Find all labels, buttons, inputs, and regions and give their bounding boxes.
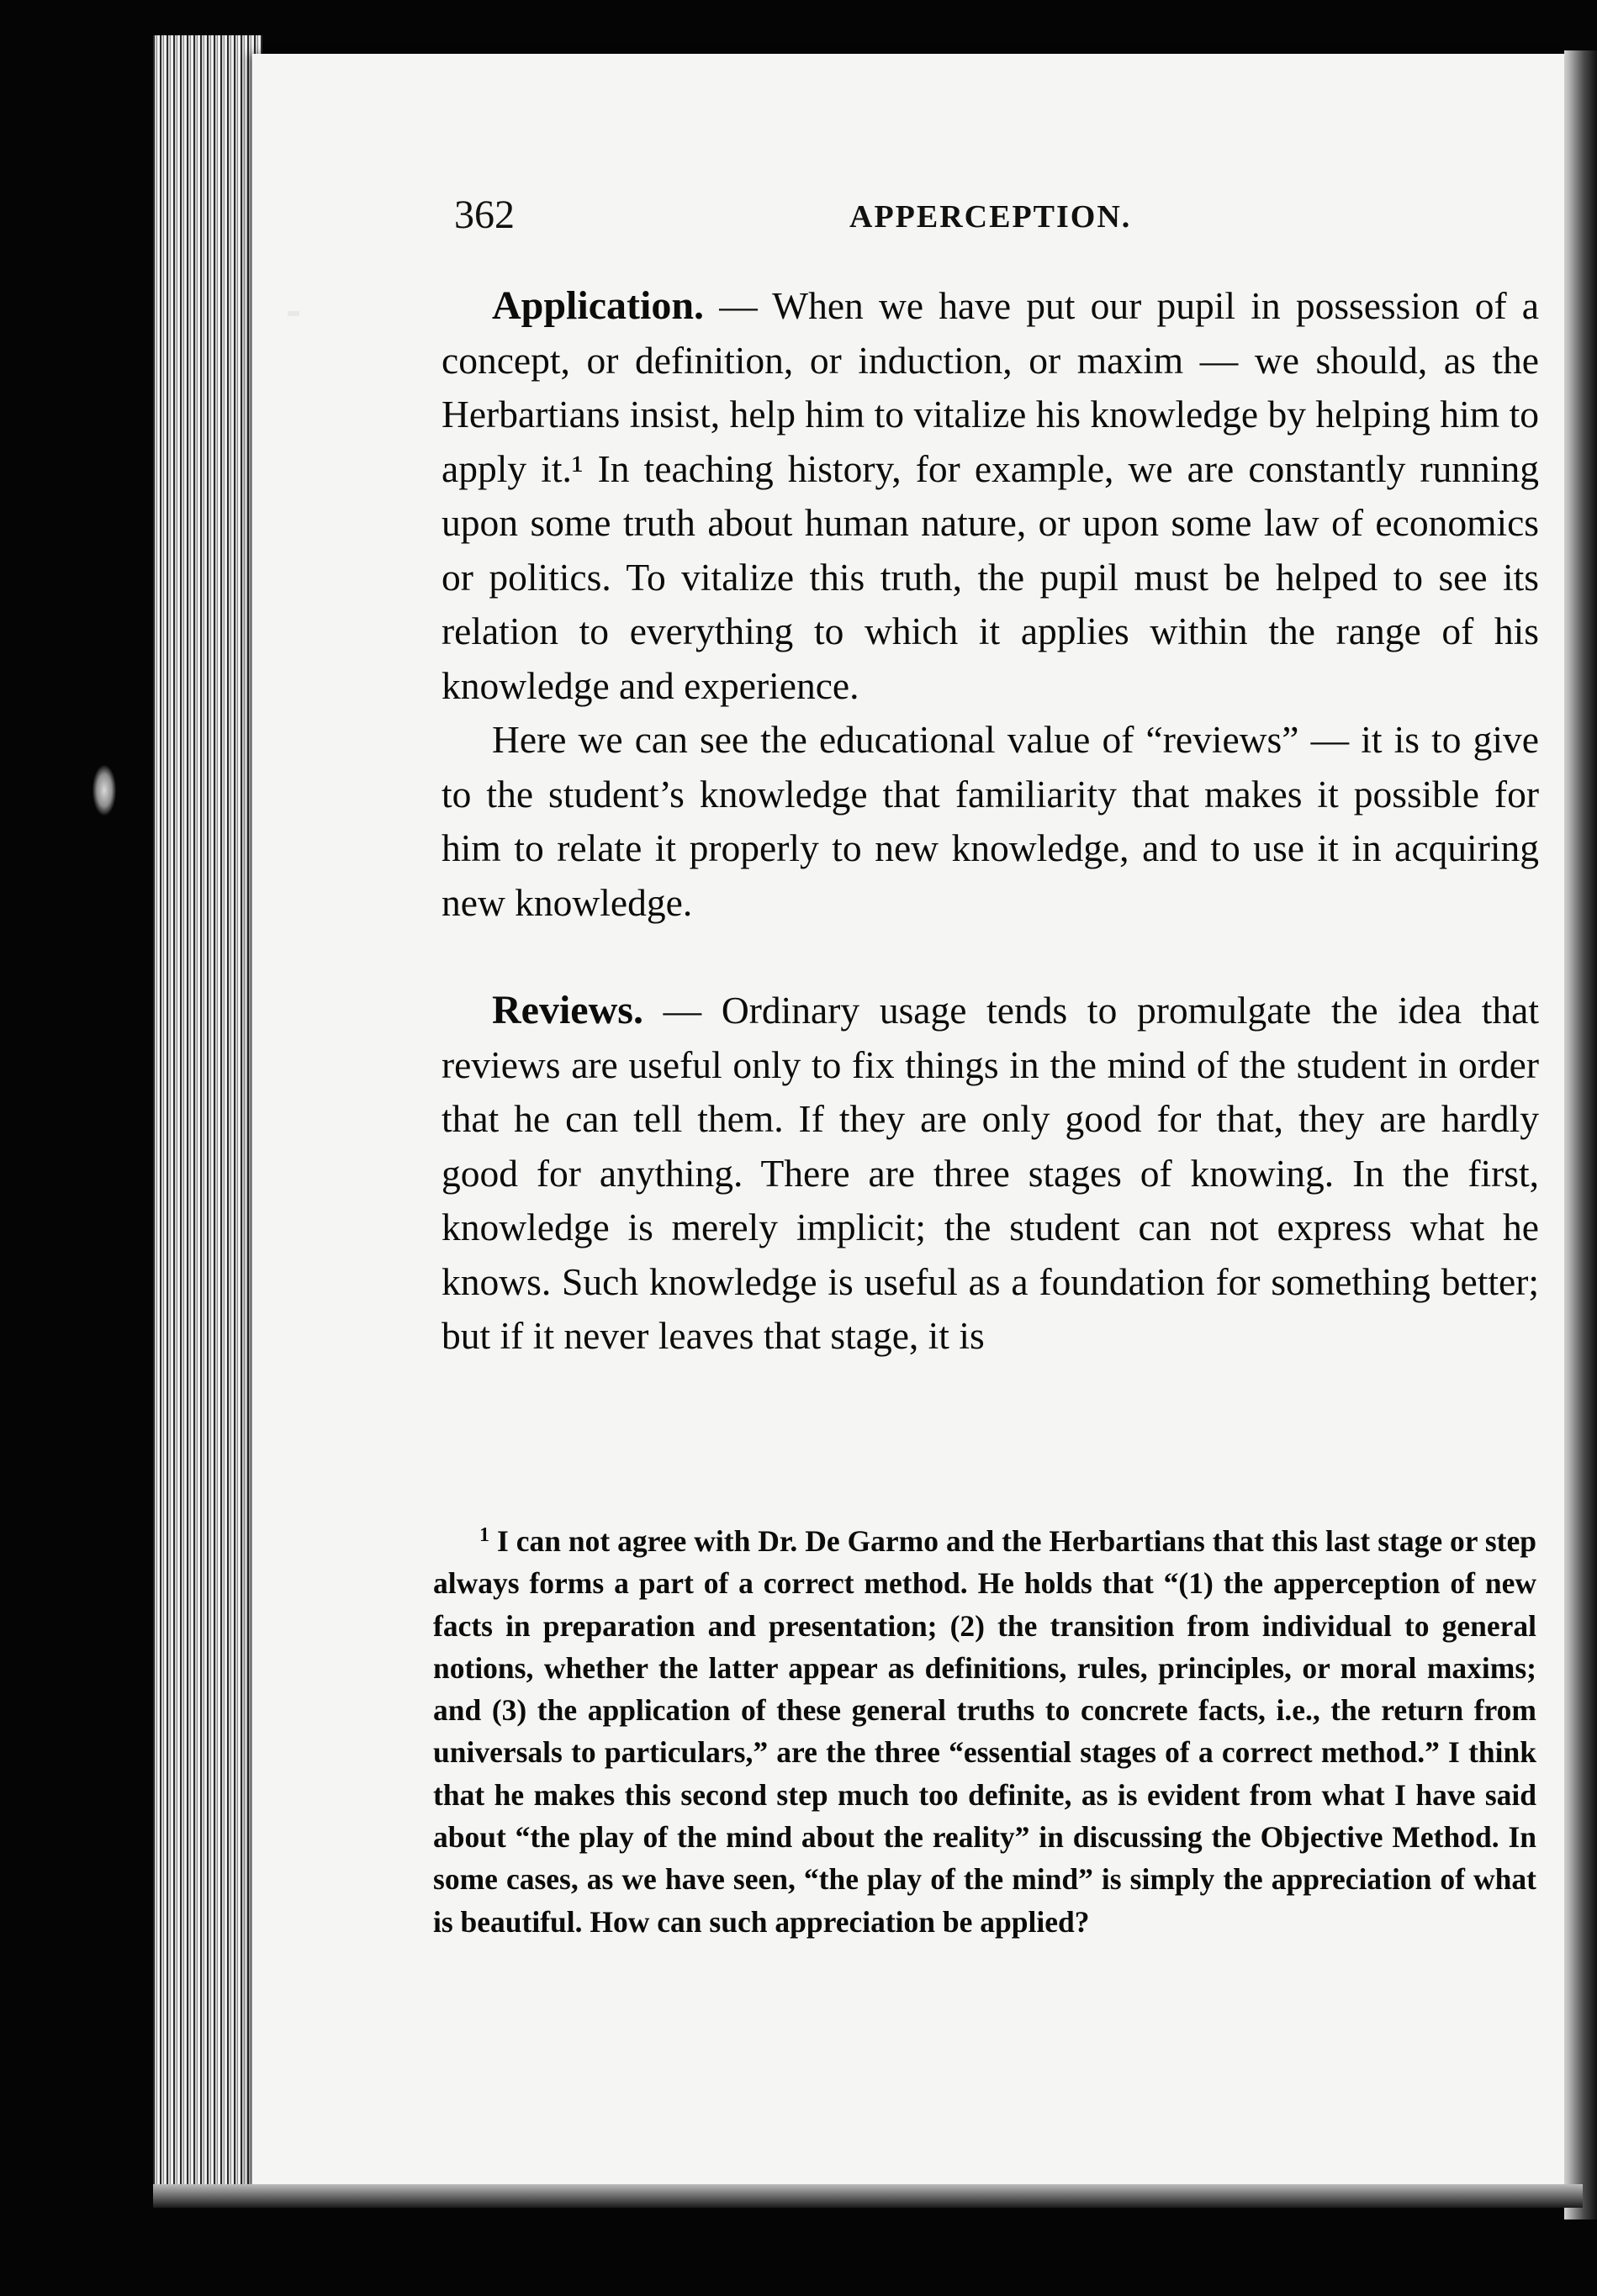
paragraph-reviews-value xyxy=(442,713,1539,930)
paragraph-reviews-text: — Ordinary usage tends to promulgate the idea that reviews are useful only to fix things in the mind of the student in order that he can tell them. If they are only good for that, they are hardly good for anything. There are three stages of knowing. In the first, knowledge is merely implicit; the student can not express what he knows. Such knowledge is useful as a foundation for something better; but if it never leaves that stage, it is xyxy=(442,989,1539,1357)
page-bottom-shadow xyxy=(153,2184,1583,2208)
footnote-marker: 1 xyxy=(479,1524,489,1546)
paragraph-reviews-value-text: Here we can see the educational value of “reviews” — it is to give to the student’s knowledge that familiarity that makes it possible for him to relate it properly to new knowledge, and to use it in acquiring new knowledge. xyxy=(442,718,1539,924)
paragraph-application-text: — When we have put our pupil in possession of a concept, or definition, or induction, or maxim — we should, as the Herbartians insist, help him to vitalize his knowledge by helping him to apply it.¹ In teaching history, for example, we are constantly running upon some truth about human nature, or upon some law of economics or politics. To vitalize this truth, the pupil must be helped to see its relation to everything to which it applies within the range of his knowledge and experience. xyxy=(442,284,1539,707)
footnote-1-text: I can not agree with Dr. De Garmo and the Herbartians that this last stage or step always forms a part of a correct method. He holds that “(1) the apperception of new facts in preparation and presentation; (2) the transition from individual to general notions, whether the latter appear as definitions, rules, principles, or moral maxims; and (3) the application of these general truths to concrete facts, i.e., the return from universals to particulars,” are the three “essential stages of a correct method.” I think that he makes this second step much too definite, as is evident from what I have said about “the play of the mind about the reality” in discussing the Objective Method. In some cases, as we have seen, “the play of the mind” is simply the appreciation of what is beautiful. How can such appreciation be applied? xyxy=(433,1524,1536,1939)
footnotes xyxy=(433,1520,1536,1943)
run-in-heading-reviews: Reviews. xyxy=(492,988,643,1032)
footnote-1 xyxy=(433,1520,1536,1943)
scan-speck xyxy=(93,765,116,815)
paragraph-reviews xyxy=(442,984,1539,1364)
run-in-heading-application: Application. xyxy=(492,283,705,328)
right-page-edge xyxy=(1564,50,1597,2219)
margin-tick xyxy=(288,311,299,316)
body-text xyxy=(442,279,1539,1364)
running-head: APPERCEPTION. xyxy=(849,199,1132,235)
page-edges xyxy=(153,35,262,2188)
paragraph-application xyxy=(442,279,1539,713)
page-number: 362 xyxy=(454,193,515,237)
page-header xyxy=(454,192,1539,251)
